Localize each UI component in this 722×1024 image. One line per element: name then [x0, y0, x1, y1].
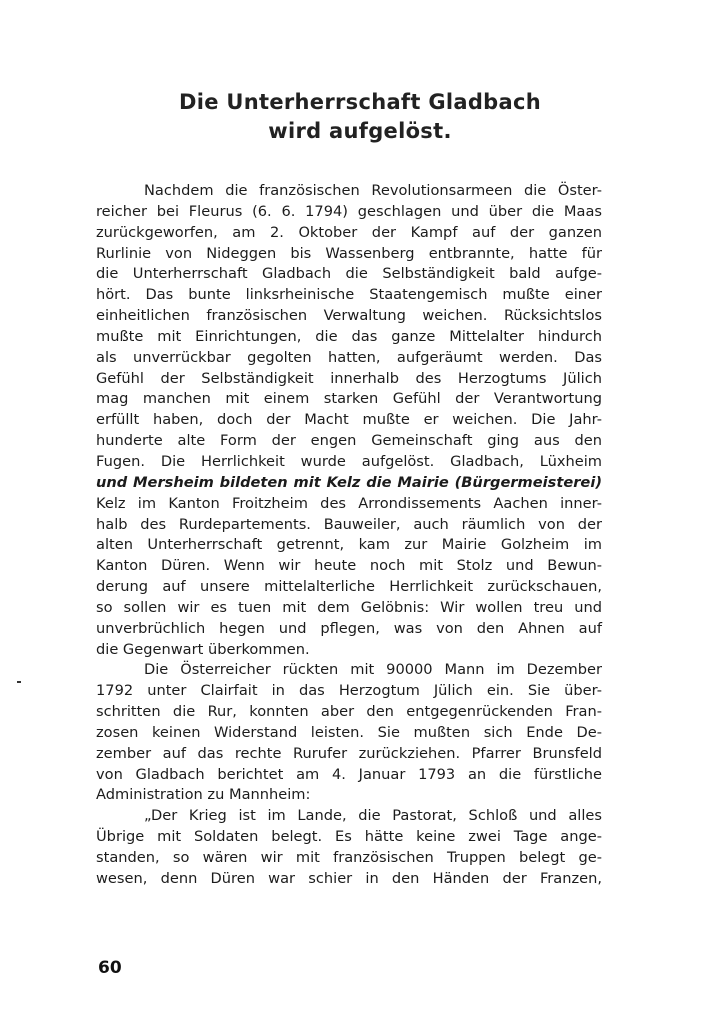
text-line: mußte mit Einrichtungen, die das ganze Mittelalter hindurch: [96, 327, 602, 345]
text-line: derung auf unsere mittelalterliche Herrlichkeit zurückschauen,: [96, 578, 602, 596]
text-line: unverbrüchlich hegen und pflegen, was von den Ahnen auf: [96, 619, 602, 637]
chapter-title: [100, 88, 620, 146]
text-line: die Unterherrschaft Gladbach die Selbständigkeit bald aufge-: [96, 265, 602, 283]
text-line: Administration zu Mannheim:: [96, 786, 311, 804]
text-line: Rurlinie von Nideggen bis Wassenberg entbrannte, hatte für: [96, 244, 602, 262]
text-line: die Gegenwart überkommen.: [96, 640, 310, 658]
text-line: hunderte alte Form der engen Gemeinschaft ging aus den: [96, 432, 602, 450]
text-line: Fugen. Die Herrlichkeit wurde aufgelöst. Gladbach, Lüxheim: [96, 452, 602, 470]
body-text: [96, 181, 602, 890]
text-line: 1792 unter Clairfait in das Herzogtum Jülich ein. Sie über-: [96, 682, 602, 700]
text-line: zosen keinen Widerstand leisten. Sie mußten sich Ende De-: [96, 723, 602, 741]
text-line: einheitlichen französischen Verwaltung weichen. Rücksichtslos: [96, 307, 602, 325]
text-line: Übrige mit Soldaten belegt. Es hätte keine zwei Tage ange-: [96, 828, 602, 846]
text-line: zember auf das rechte Rurufer zurückziehen. Pfarrer Brunsfeld: [96, 744, 602, 762]
text-line: hört. Das bunte linksrheinische Staatengemisch mußte einer: [96, 286, 602, 304]
text-line: und Mersheim bildeten mit Kelz die Mairie (Bürgermeisterei): [96, 473, 602, 491]
text-line: mag manchen mit einem starken Gefühl der Verantwortung: [96, 390, 602, 408]
scan-speck: [17, 681, 21, 683]
text-line: standen, so wären wir mit französischen Truppen belegt ge-: [96, 849, 602, 866]
text-line: erfüllt haben, doch der Macht mußte er weichen. Die Jahr-: [96, 411, 602, 429]
chapter-title-line-1: Die Unterherrschaft Gladbach: [179, 90, 541, 114]
text-line: so sollen wir es tuen mit dem Gelöbnis: Wir wollen treu und: [96, 598, 602, 616]
text-line: als unverrückbar gegolten hatten, aufgeräumt werden. Das: [96, 348, 602, 366]
chapter-title-line-2: wird aufgelöst.: [268, 119, 452, 143]
text-line: zurückgeworfen, am 2. Oktober der Kampf auf der ganzen: [96, 223, 602, 241]
text-line: „Der Krieg ist im Lande, die Pastorat, Schloß und alles: [144, 807, 602, 825]
text-line: Nachdem die französischen Revolutionsarmeen die Öster-: [144, 182, 602, 199]
text-line: reicher bei Fleurus (6. 6. 1794) geschlagen und über die Maas: [96, 202, 602, 220]
text-line: wesen, denn Düren war schier in den Händen der Franzen,: [96, 869, 602, 887]
text-line: Kanton Düren. Wenn wir heute noch mit Stolz und Bewun-: [96, 557, 602, 575]
page-number: 60: [98, 958, 122, 978]
text-line: Die Österreicher rückten mit 90000 Mann im Dezember: [144, 661, 602, 679]
text-line: alten Unterherrschaft getrennt, kam zur Mairie Golzheim im: [96, 536, 602, 554]
text-line: schritten die Rur, konnten aber den entgegenrückenden Fran-: [96, 703, 602, 721]
text-line: von Gladbach berichtet am 4. Januar 1793 an die fürstliche: [96, 765, 602, 783]
text-line: Kelz im Kanton Froitzheim des Arrondissements Aachen inner-: [96, 494, 602, 512]
text-line: halb des Rurdepartements. Bauweiler, auch räumlich von der: [96, 515, 602, 533]
text-line: Gefühl der Selbständigkeit innerhalb des Herzogtums Jülich: [96, 369, 602, 387]
